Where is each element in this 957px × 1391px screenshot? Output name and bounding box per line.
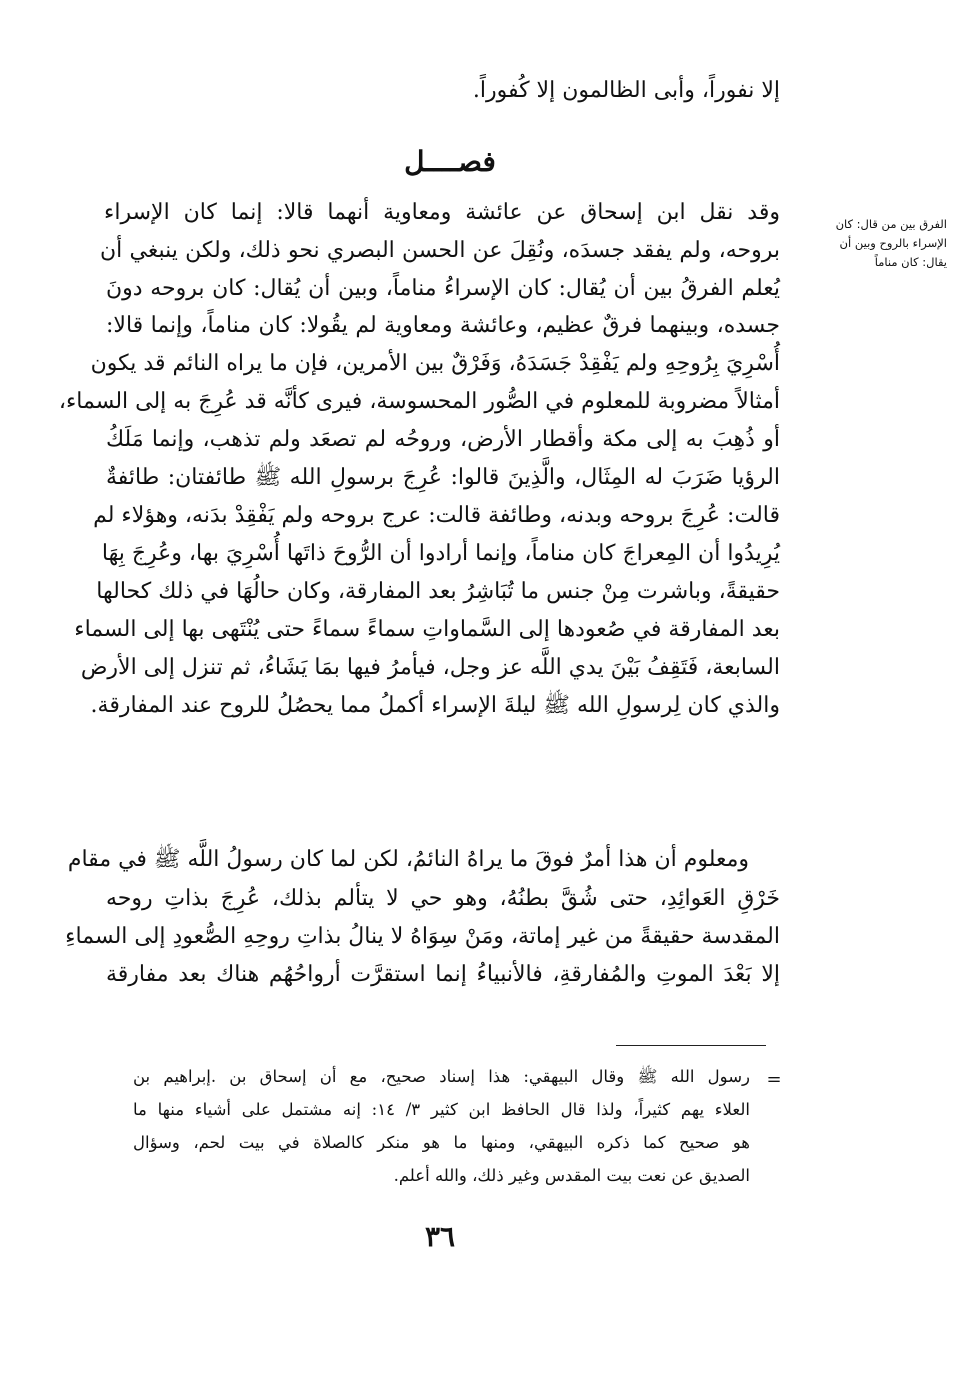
page-number: ٣٦ bbox=[424, 1220, 456, 1253]
paragraph-line: والذي كان لِرسولِ الله ﷺ ليلةَ الإسراء أكملُ مما يحصُلُ للروح عند المفارقة. bbox=[90, 693, 780, 718]
paragraph-line: يُرِيدُوا أن المِعراجَ كان مناماً، وإنما أرادوا أن الرُّوحَ ذاتَها أُسْرِيَ بها، وعُرِجَ بِهَا bbox=[101, 541, 780, 566]
paragraph-line: ومعلوم أن هذا أمرٌ فوقَ ما يراهُ النائمُ، لكن لما كان رسولُ اللَّه ﷺ في مقام bbox=[67, 847, 749, 872]
paragraph-line: يُعلم الفرقُ بين أن يُقال: كان الإسراءُ مناماً، وبين أن يُقال: كان بروحه دونَ bbox=[106, 276, 780, 301]
footnote-line: الصديق عن نعت بيت المقدس وغير ذلك، والله أعلم. bbox=[393, 1166, 750, 1185]
paragraph-line: بعد المفارقة في صُعودها إلى السَّماواتِ سماءً سماءً حتى يُنْتَهى بها إلى السماء bbox=[74, 617, 780, 642]
footnote-line: رسول الله ﷺ وقال البيهقي: هذا إسناد صحيح، مع أن إسحاق بن .إبراهيم بن bbox=[133, 1067, 750, 1086]
paragraph-line bbox=[106, 729, 780, 761]
paragraph-line: الرؤيا ضَرَبَ له المِثَال، والَّذِينَ قالوا: عُرِجَ برسولِ الله ﷺ طائفتان: طائفةٌ bbox=[106, 465, 780, 490]
paragraph-line: السابعة، فَتَقِفُ بَيْنَ يدي اللَّه عز وجل، فيأمرُ فيها بمَا يَشَاءُ، ثم تنزل إلى الأرض bbox=[80, 655, 780, 680]
paragraph-line: إلا بَعْدَ الموتِ والمُفارقةِ، فالأنبياءُ إنما استقرَّت أرواحُهُم هناك بعد مفارقة bbox=[106, 962, 780, 987]
paragraph-line: قالت: عُرِجَ بروحه وبدنه، وطائفة قالت: عرج بروحه ولم يَفْقِدْ بدَنه، وهؤلاء لم bbox=[93, 503, 780, 528]
paragraph-line: أُسْرِيَ بِرُوحِهِ ولم يَفْقِدْ جَسَدَهُ، وَفَرْقٌ بين الأمرين، فإن ما يراه النائم قد يكون bbox=[90, 351, 780, 376]
paragraph-line: وقد نقل ابن إسحاق عن عائشة ومعاوية أنهما قالا: إنما كان الإسراء bbox=[104, 200, 780, 225]
paragraph-line: المقدسة حقيقةً من غير إماتة، ومَنْ سِوَاهُ لا ينالُ بذاتِ روحِهِ الصُّعودِ إلى السماءِ bbox=[65, 924, 780, 949]
footnote-line: هو صحيح كما ذكره البيهقي، ومنها ما هو منكر كالصلاة في بيت لحم، وسؤال bbox=[133, 1133, 750, 1152]
paragraph-line: خَرْقِ العَوائِدِ، حتى شُقَّ بطنُهُ، وهو حي لا يتألم بذلك، عُرِجَ بذاتِ روحه bbox=[106, 886, 780, 911]
opening-line: إلا نفوراً، وأبى الظالمون إلا كُفوراً. bbox=[472, 78, 780, 103]
paragraph-line: جسده، وبينهما فرقٌ عظيم، وعائشة ومعاوية لم يقُولا: كان مناماً، وإنما قالا: bbox=[106, 313, 780, 338]
section-heading: فصــــل bbox=[404, 145, 496, 178]
paragraph-line: بروحه، ولم يفقد جسدَه، ونُقِلَ عن الحسن البصري نحو ذلك، ولكن ينبغي أن bbox=[100, 238, 780, 263]
footnote-separator bbox=[616, 1045, 766, 1046]
paragraph-line: حقيقةً، وباشرت مِنْ جنس ما تُبَاشِرُ بعد المفارقة، وكان حالُهَا في ذلك كحالها bbox=[96, 579, 780, 604]
margin-note-line: يقال: كان مناماً bbox=[874, 255, 947, 269]
footnote-continuation-marker: = bbox=[766, 1069, 782, 1090]
margin-note-line: الإسراء بالروح وبين أن bbox=[839, 236, 947, 250]
margin-note-line: الفرق بين من قال: كان bbox=[835, 217, 947, 231]
paragraph-line: أو ذُهِبَ به إلى مكة وأقطار الأرض، وروحُه لم تصعَد ولم تذهب، وإنما مَلَكُ bbox=[106, 427, 780, 452]
paragraph-line: أمثالاً مضروبة للمعلوم في الصُّور المحسوسة، فيرى كأنَّه قد عُرِجَ به إلى السماء، bbox=[58, 389, 780, 414]
footnote-line: العلاء يهم كثيراً، ولذا قال الحافظ ابن كثير ٣/ ١٤: إنه مشتمل على أشياء منها ما bbox=[133, 1100, 750, 1119]
margin-note bbox=[791, 215, 947, 272]
